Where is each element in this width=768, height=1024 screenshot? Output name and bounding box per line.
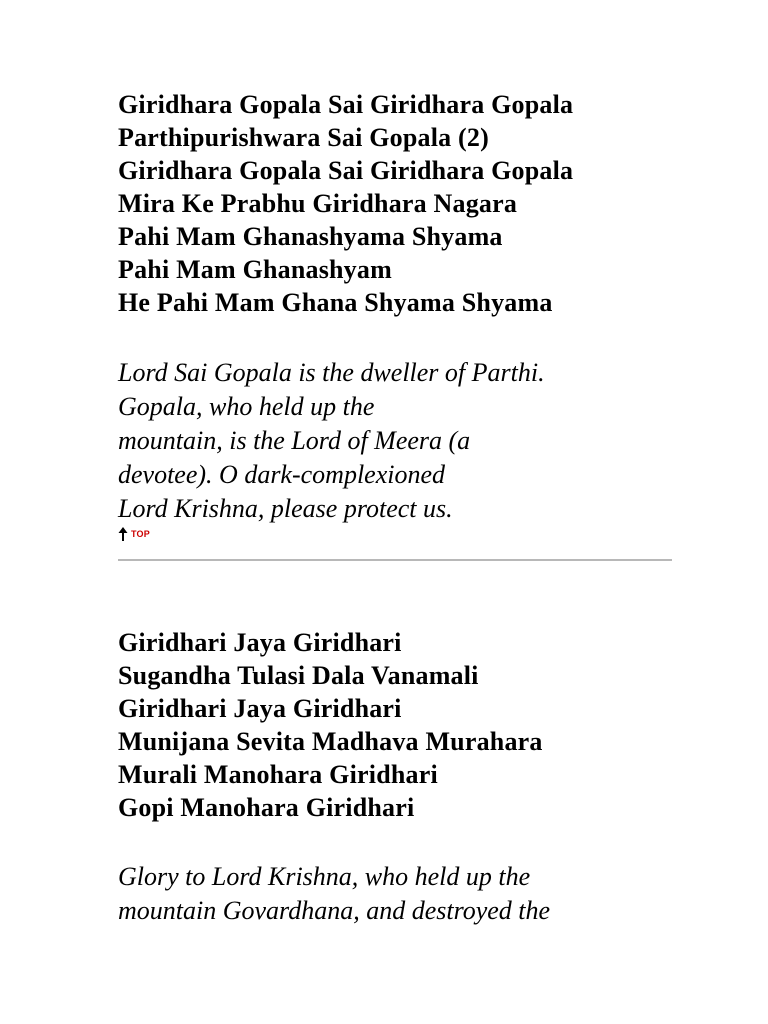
translation-line: mountain, is the Lord of Meera (a [118, 426, 471, 455]
verse-line: Giridhari Jaya Giridhari [118, 628, 402, 657]
verse-line: Giridhara Gopala Sai Giridhara Gopala [118, 90, 574, 119]
verse-line: Gopi Manohara Giridhari [118, 793, 415, 822]
translation-line: mountain Govardhana, and destroyed the [118, 896, 551, 925]
translation-line: devotee). O dark-complexioned [118, 460, 446, 489]
back-to-top-link[interactable] [118, 526, 150, 542]
bhajan-verse-2 [118, 626, 718, 824]
verse-line: Giridhara Gopala Sai Giridhara Gopala [118, 156, 574, 185]
verse-line: Munijana Sevita Madhava Murahara [118, 727, 543, 756]
section-divider [118, 559, 672, 561]
top-label: TOP [131, 529, 150, 539]
verse-line: Mira Ke Prabhu Giridhara Nagara [118, 189, 518, 218]
bhajan-verse-1 [118, 88, 718, 319]
translation-line: Glory to Lord Krishna, who held up the [118, 862, 531, 891]
translation-line: Gopala, who held up the [118, 392, 375, 421]
verse-line: Pahi Mam Ghanashyam [118, 255, 392, 284]
verse-line: Parthipurishwara Sai Gopala (2) [118, 123, 489, 152]
verse-line: Murali Manohara Giridhari [118, 760, 438, 789]
verse-line: He Pahi Mam Ghana Shyama Shyama [118, 288, 553, 317]
up-arrow-icon [118, 526, 128, 542]
verse-line: Giridhari Jaya Giridhari [118, 694, 402, 723]
translation-line: Lord Sai Gopala is the dweller of Parthi. [118, 358, 545, 387]
translation-2 [118, 860, 678, 928]
translation-line: Lord Krishna, please protect us. [118, 494, 453, 523]
verse-line: Sugandha Tulasi Dala Vanamali [118, 661, 479, 690]
verse-line: Pahi Mam Ghanashyama Shyama [118, 222, 503, 251]
translation-1 [118, 356, 678, 526]
